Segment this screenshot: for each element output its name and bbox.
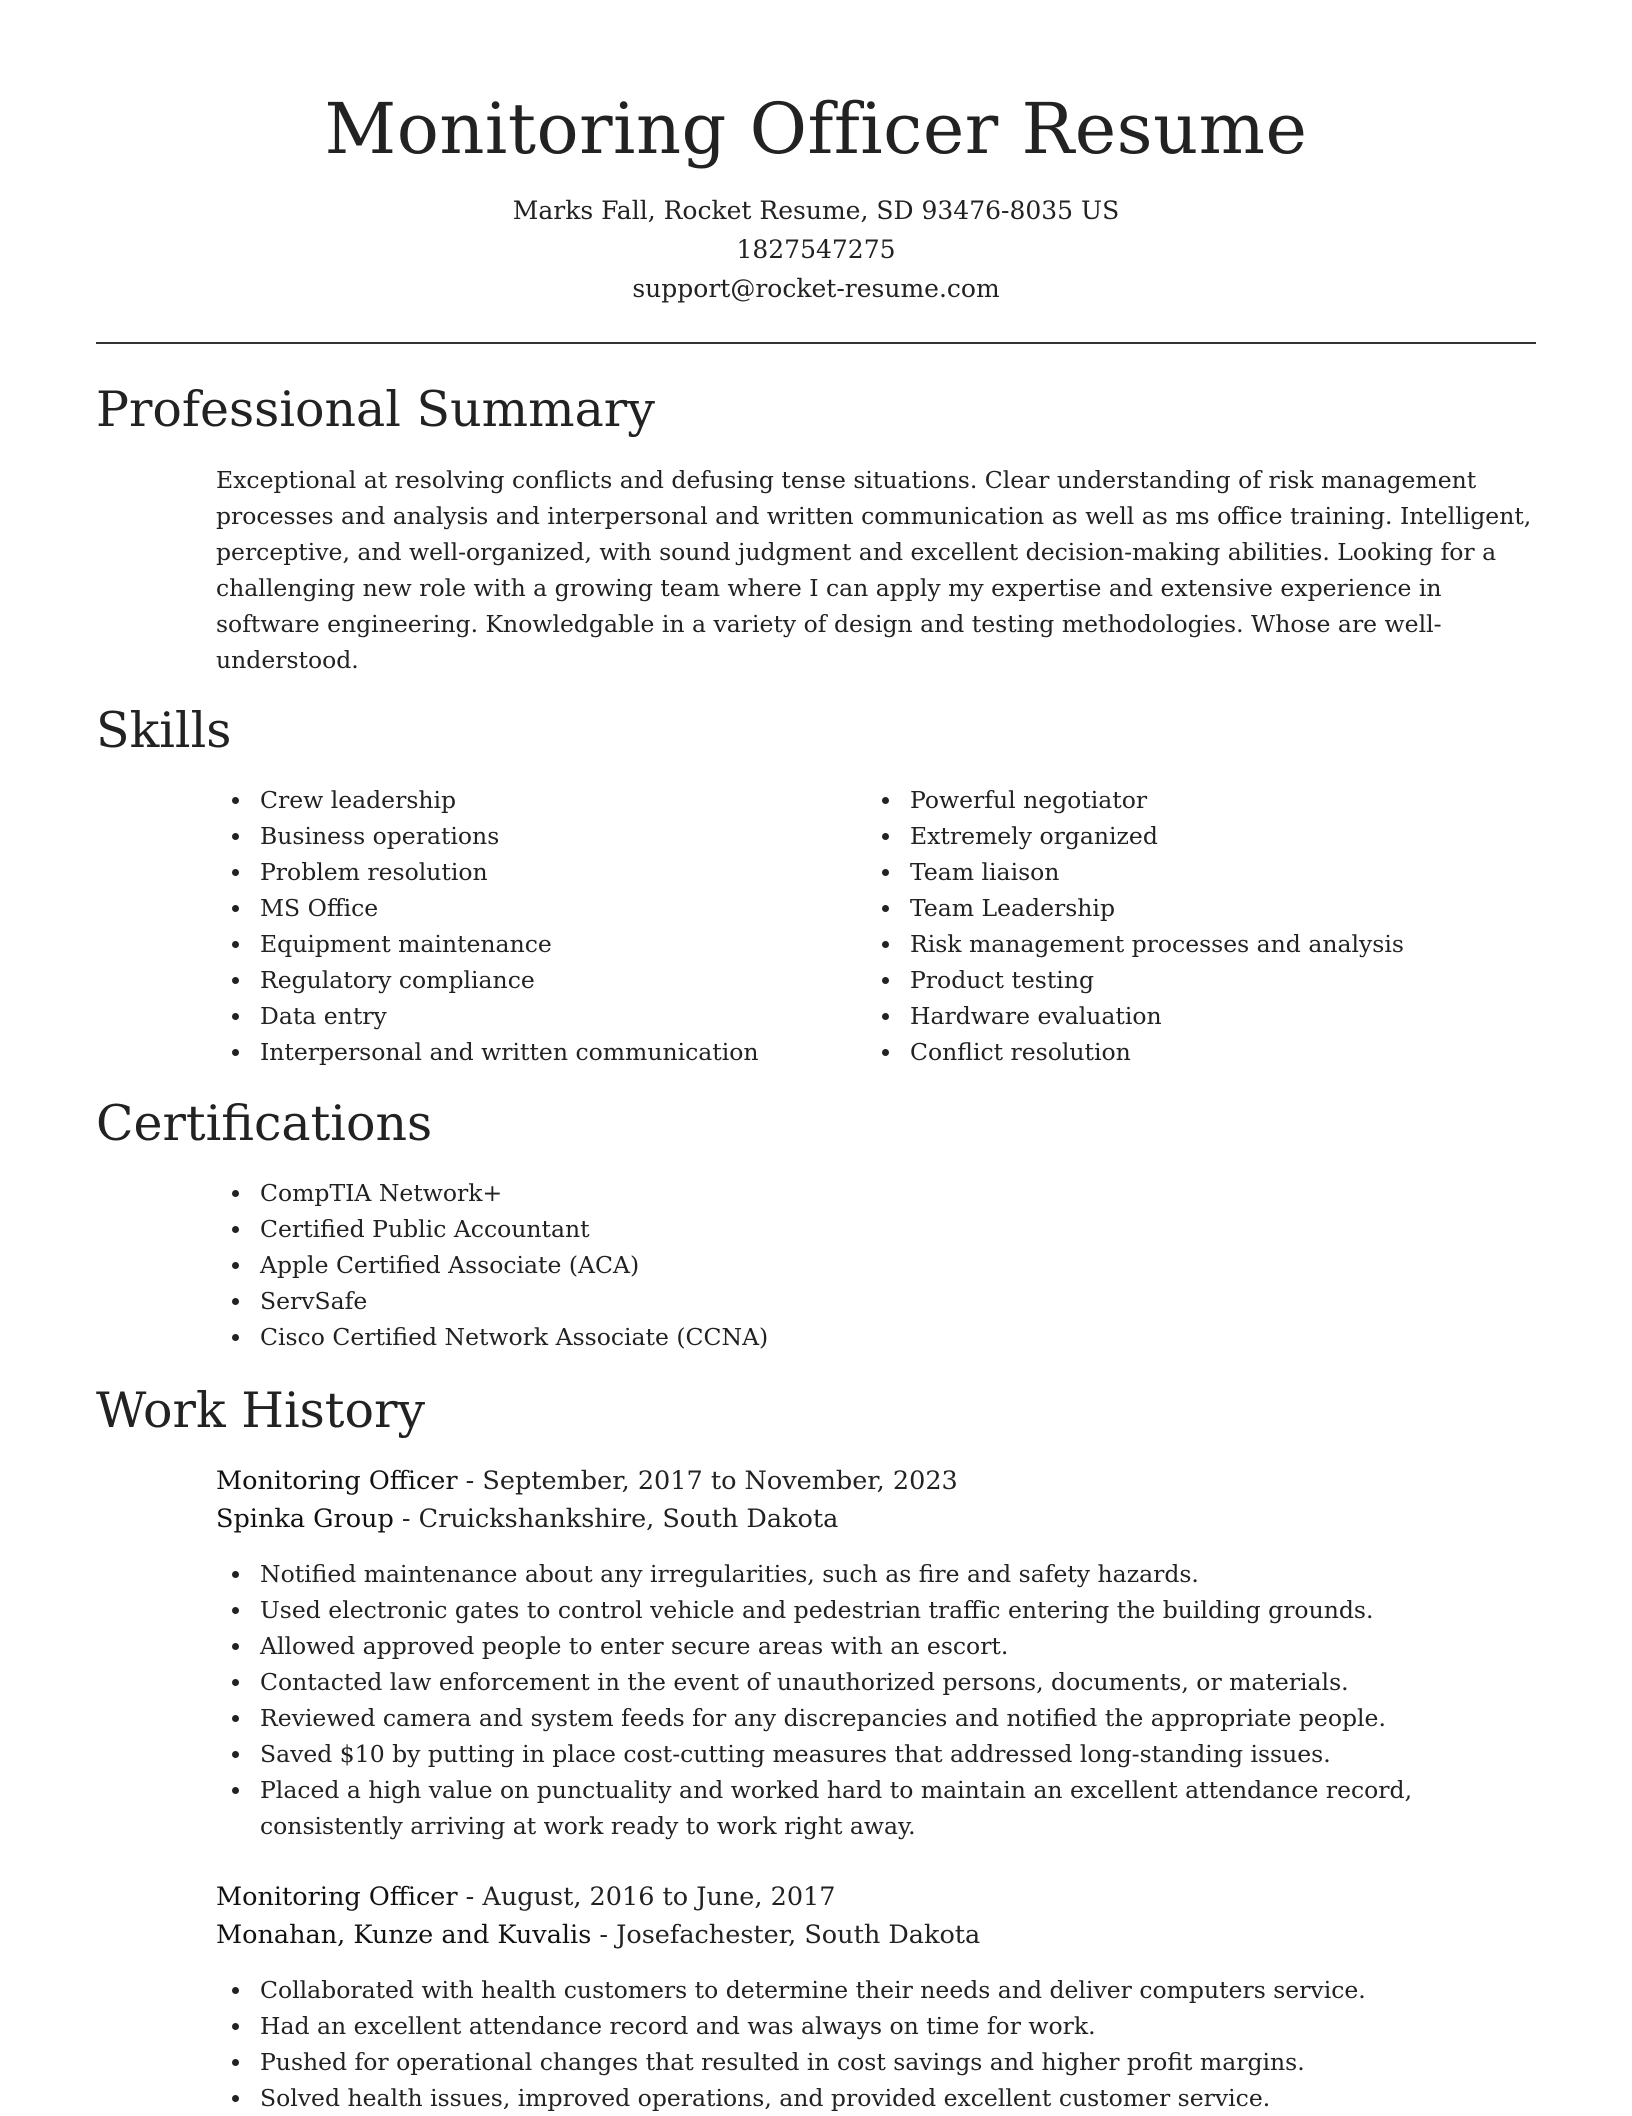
skill-item: Hardware evaluation <box>866 998 1506 1034</box>
skill-item: Crew leadership <box>216 782 816 818</box>
job-location: Cruickshankshire, South Dakota <box>418 1504 839 1534</box>
job-dates: August, 2016 to June, 2017 <box>482 1882 836 1912</box>
skill-item: Regulatory compliance <box>216 962 816 998</box>
contact-block <box>0 191 1632 308</box>
summary-heading: Professional Summary <box>96 381 655 438</box>
job-bullet: Used electronic gates to control vehicle and pedestrian traffic entering the building grounds. <box>216 1592 1516 1628</box>
job-bullet: Saved $10 by putting in place cost-cutting measures that addressed long-standing issues. <box>216 1736 1516 1772</box>
job-company: Monahan, Kunze and Kuvalis <box>216 1920 592 1950</box>
job-bullets <box>216 1556 1516 1844</box>
skill-item: Extremely organized <box>866 818 1506 854</box>
job-dates: September, 2017 to November, 2023 <box>482 1466 958 1496</box>
job-role: Monitoring Officer <box>216 1466 458 1496</box>
job-bullet: Reviewed camera and system feeds for any discrepancies and notified the appropriate people. <box>216 1700 1516 1736</box>
job-bullets <box>216 1972 1516 2116</box>
skill-item: Team Leadership <box>866 890 1506 926</box>
resume-title: Monitoring Officer Resume <box>324 88 1308 170</box>
job-company-line: Spinka Group - Cruickshankshire, South Dakota <box>216 1504 839 1534</box>
contact-phone: 1827547275 <box>736 235 896 264</box>
skill-item: Risk management processes and analysis <box>866 926 1506 962</box>
certification-item: Apple Certified Associate (ACA) <box>216 1247 1116 1283</box>
certifications-list <box>216 1175 1116 1355</box>
skill-item: Interpersonal and written communication <box>216 1034 816 1070</box>
job-bullet: Allowed approved people to enter secure areas with an escort. <box>216 1628 1516 1664</box>
summary-text: Exceptional at resolving conflicts and defusing tense situations. Clear understanding of risk management processes and analysis and interpersonal and written communication as well as ms office training. Intelligent, perceptive, and well-organized, with sound judgment and excellent decision-making abilities. Looking for a challenging new role with a growing team where I can apply my expertise and extensive experience in software engineering. Knowledgable in a variety of design and testing methodologies. Whose are well-understood. <box>216 466 1532 674</box>
skill-item: MS Office <box>216 890 816 926</box>
contact-email: support@rocket-resume.com <box>632 274 1000 303</box>
job-title-line: Monitoring Officer - September, 2017 to November, 2023 <box>216 1466 958 1496</box>
skill-item: Product testing <box>866 962 1506 998</box>
skill-item: Problem resolution <box>216 854 816 890</box>
skill-item: Equipment maintenance <box>216 926 816 962</box>
certification-item: CompTIA Network+ <box>216 1175 1116 1211</box>
job-bullet: Contacted law enforcement in the event of unauthorized persons, documents, or materials. <box>216 1664 1516 1700</box>
job-bullet: Had an excellent attendance record and was always on time for work. <box>216 2008 1516 2044</box>
job-bullet: Collaborated with health customers to determine their needs and deliver computers service. <box>216 1972 1516 2008</box>
job-company: Spinka Group <box>216 1504 394 1534</box>
certification-item: Cisco Certified Network Associate (CCNA) <box>216 1319 1116 1355</box>
certification-item: ServSafe <box>216 1283 1116 1319</box>
skills-list-left <box>216 782 816 1070</box>
skill-item: Team liaison <box>866 854 1506 890</box>
skill-item: Data entry <box>216 998 816 1034</box>
job-role: Monitoring Officer <box>216 1882 458 1912</box>
job-title-line: Monitoring Officer - August, 2016 to June, 2017 <box>216 1882 836 1912</box>
work-history-heading: Work History <box>96 1382 426 1439</box>
job-company-line: Monahan, Kunze and Kuvalis - Josefachester, South Dakota <box>216 1920 981 1950</box>
skill-item: Business operations <box>216 818 816 854</box>
job-location: Josefachester, South Dakota <box>616 1920 981 1950</box>
certifications-heading: Certifications <box>96 1095 433 1152</box>
job-bullet: Notified maintenance about any irregularities, such as fire and safety hazards. <box>216 1556 1516 1592</box>
skill-item: Powerful negotiator <box>866 782 1506 818</box>
skills-list-right <box>866 782 1506 1070</box>
job-bullet: Placed a high value on punctuality and worked hard to maintain an excellent attendance record, consistently arriving at work ready to work right away. <box>216 1772 1420 1844</box>
job-bullet: Pushed for operational changes that resulted in cost savings and higher profit margins. <box>216 2044 1516 2080</box>
header-divider <box>96 342 1536 344</box>
job-bullet: Solved health issues, improved operations, and provided excellent customer service. <box>216 2080 1516 2116</box>
skill-item: Conflict resolution <box>866 1034 1506 1070</box>
certification-item: Certified Public Accountant <box>216 1211 1116 1247</box>
skills-heading: Skills <box>96 702 232 759</box>
contact-address: Marks Fall, Rocket Resume, SD 93476-8035 US <box>512 196 1120 225</box>
